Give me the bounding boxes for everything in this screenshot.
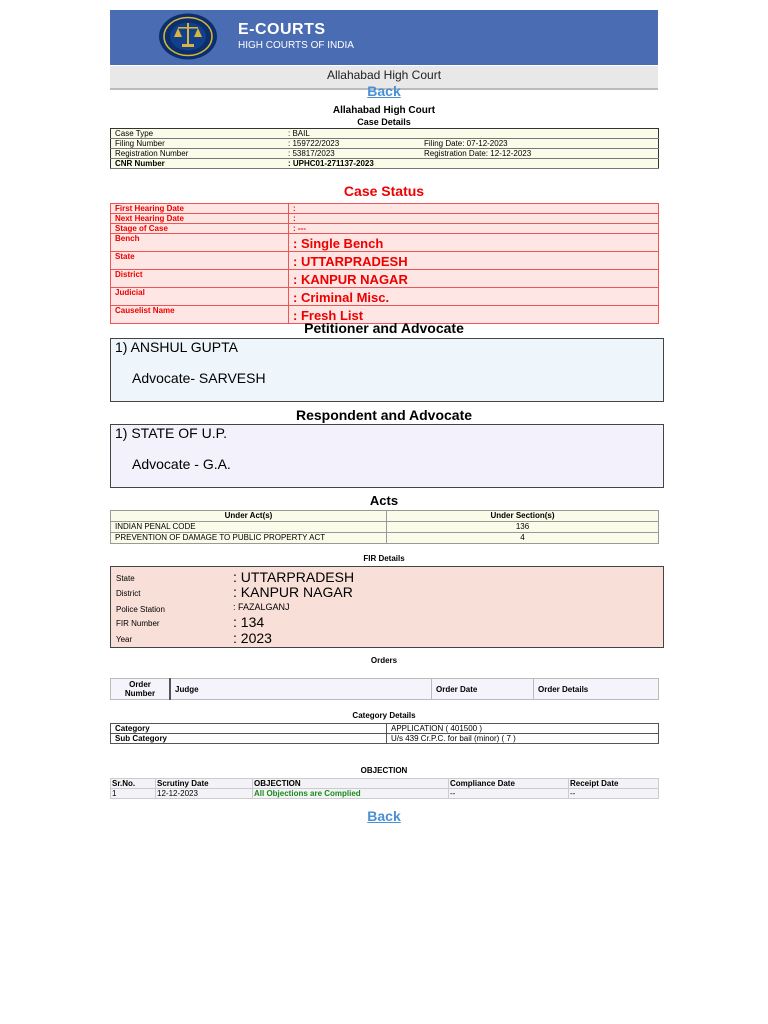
category-value: APPLICATION ( 401500 ): [387, 724, 659, 734]
case-details-table: [110, 128, 659, 169]
filing-number-label: Filing Number: [111, 139, 285, 149]
objection-col-sr: Sr.No.: [111, 779, 156, 789]
category-title: Category Details: [352, 711, 416, 720]
objection-sr: 1: [111, 789, 156, 799]
objection-table: [110, 778, 659, 799]
fir-state-label: State: [116, 574, 135, 583]
objection-col-date: Scrutiny Date: [156, 779, 253, 789]
acts-col-act: Under Act(s): [111, 511, 387, 522]
filing-number-value: : 159722/2023: [284, 139, 420, 149]
orders-col-number: Order Number: [111, 679, 171, 700]
orders-header-row: [111, 679, 659, 700]
acts-table: [110, 510, 659, 544]
district-row: [111, 270, 659, 288]
sub-category-row: [111, 734, 659, 744]
orders-col-date: Order Date: [432, 679, 534, 700]
fir-police-label: Police Station: [116, 605, 165, 614]
petitioner-box: [110, 338, 664, 402]
objection-title: OBJECTION: [360, 766, 408, 775]
brand-subtitle: HIGH COURTS OF INDIA: [238, 40, 354, 51]
objection-scrutiny-date: 12-12-2023: [156, 789, 253, 799]
orders-col-judge: Judge: [170, 679, 432, 700]
first-hearing-value: :: [289, 204, 659, 214]
case-details-title: Case Details: [357, 117, 411, 127]
header-banner: [110, 10, 658, 65]
cnr-row: [111, 159, 659, 169]
judicial-label: Judicial: [111, 288, 289, 306]
fir-district-value: : KANPUR NAGAR: [233, 584, 353, 600]
judicial-value: : Criminal Misc.: [289, 288, 659, 306]
respondent-title: Respondent and Advocate: [295, 407, 473, 423]
objection-compliance-date: --: [449, 789, 569, 799]
next-hearing-label: Next Hearing Date: [111, 214, 289, 224]
objection-col-receipt: Receipt Date: [569, 779, 659, 789]
petitioner-name: 1) ANSHUL GUPTA: [115, 339, 238, 355]
bench-row: [111, 234, 659, 252]
objection-col-compliance: Compliance Date: [449, 779, 569, 789]
fir-year-label: Year: [116, 635, 133, 644]
state-row: [111, 252, 659, 270]
respondent-name: 1) STATE OF U.P.: [115, 425, 228, 441]
court-heading: Allahabad High Court: [332, 105, 436, 116]
stage-value: : ---: [289, 224, 659, 234]
category-row: [111, 724, 659, 734]
fir-police-value: : FAZALGANJ: [233, 602, 290, 612]
state-value: : UTTARPRADESH: [289, 252, 659, 270]
first-hearing-label: First Hearing Date: [111, 204, 289, 214]
back-link-bottom[interactable]: Back: [367, 808, 401, 824]
table-row: [111, 789, 659, 799]
act-name: INDIAN PENAL CODE: [111, 522, 387, 533]
judicial-row: [111, 288, 659, 306]
district-label: District: [111, 270, 289, 288]
case-type-value: : BAIL: [284, 129, 420, 139]
district-value: : KANPUR NAGAR: [289, 270, 659, 288]
registration-date: Registration Date: 12-12-2023: [420, 149, 659, 159]
first-hearing-row: [111, 204, 659, 214]
registration-number-row: [111, 149, 659, 159]
cnr-value: : UPHC01-271137-2023: [284, 159, 420, 169]
fir-details-box: [110, 566, 664, 648]
cnr-label: CNR Number: [111, 159, 285, 169]
acts-title: Acts: [369, 493, 399, 508]
case-status-title: Case Status: [343, 183, 425, 199]
case-type-label: Case Type: [111, 129, 285, 139]
category-table: [110, 723, 659, 744]
next-hearing-row: [111, 214, 659, 224]
orders-col-details: Order Details: [534, 679, 659, 700]
act-section: 4: [387, 533, 659, 544]
objection-receipt-date: --: [569, 789, 659, 799]
table-row: [111, 533, 659, 544]
objection-col-objection: OBJECTION: [253, 779, 449, 789]
acts-header-row: [111, 511, 659, 522]
table-row: [111, 522, 659, 533]
filing-number-row: [111, 139, 659, 149]
orders-title: Orders: [370, 656, 398, 665]
brand-title: E-COURTS: [238, 21, 326, 38]
stage-label: Stage of Case: [111, 224, 289, 234]
registration-number-label: Registration Number: [111, 149, 285, 159]
objection-text: All Objections are Complied: [253, 789, 449, 799]
bench-label: Bench: [111, 234, 289, 252]
respondent-box: [110, 424, 664, 488]
petitioner-advocate: Advocate- SARVESH: [132, 370, 266, 386]
fir-title: FIR Details: [363, 554, 405, 563]
category-label: Category: [111, 724, 387, 734]
fir-state-value: : UTTARPRADESH: [233, 569, 355, 585]
sub-category-value: U/s 439 Cr.P.C. for bail (minor) ( 7 ): [387, 734, 659, 744]
act-section: 136: [387, 522, 659, 533]
fir-number-value: : 134: [233, 614, 265, 630]
filing-date: Filing Date: 07-12-2023: [420, 139, 659, 149]
registration-number-value: : 53817/2023: [284, 149, 420, 159]
state-label: State: [111, 252, 289, 270]
sub-category-label: Sub Category: [111, 734, 387, 744]
respondent-advocate: Advocate - G.A.: [132, 456, 231, 472]
fir-district-label: District: [116, 589, 141, 598]
stage-row: [111, 224, 659, 234]
causelist-value: : Fresh List: [289, 306, 659, 324]
court-name-bar: Allahabad High Court: [110, 66, 658, 90]
acts-col-section: Under Section(s): [387, 511, 659, 522]
fir-year-value: : 2023: [233, 630, 272, 646]
petitioner-title: Petitioner and Advocate: [304, 320, 464, 336]
next-hearing-value: :: [289, 214, 659, 224]
high-court-emblem-icon: [158, 13, 218, 60]
objection-header-row: [111, 779, 659, 789]
bench-value: : Single Bench: [289, 234, 659, 252]
back-link-top[interactable]: Back: [367, 83, 401, 99]
orders-table: [110, 678, 659, 700]
act-name: PREVENTION OF DAMAGE TO PUBLIC PROPERTY ACT: [111, 533, 387, 544]
case-type-row: [111, 129, 659, 139]
fir-number-label: FIR Number: [116, 619, 160, 628]
case-status-table: [110, 203, 659, 324]
causelist-label: Causelist Name: [111, 306, 289, 324]
